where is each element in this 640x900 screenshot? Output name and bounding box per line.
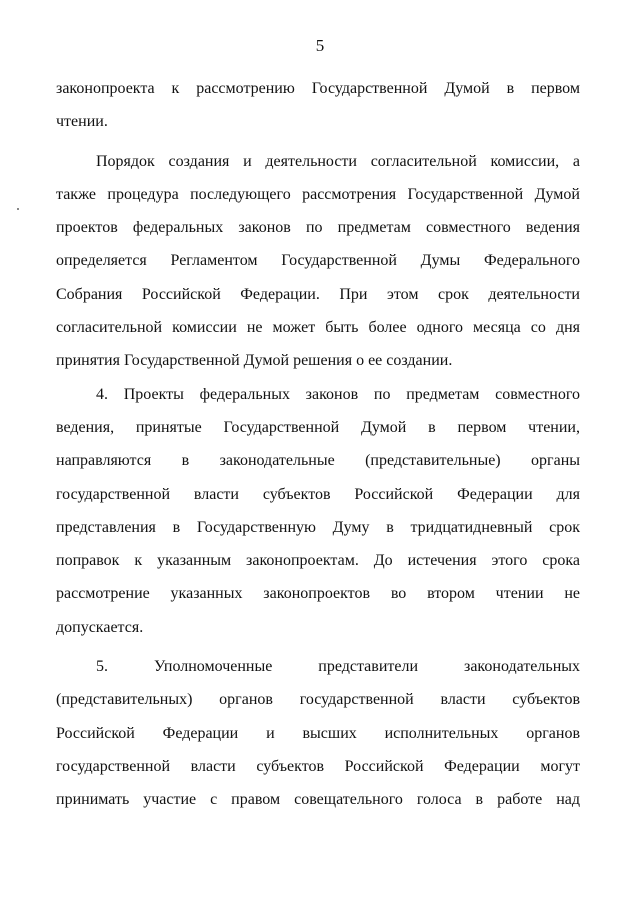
text-line: принимать участие с правом совещательного голоса в работе над (56, 791, 580, 809)
text-line: Порядок создания и деятельности согласительной комиссии, а (96, 152, 580, 170)
text-line: ведения, принятые Государственной Думой в первом чтении, (56, 418, 580, 436)
text-line: законопроекта к рассмотрению Государственной Думой в первом (56, 80, 580, 97)
text-line: согласительной комиссии не может быть более одного месяца со дня (56, 319, 580, 337)
margin-mark (17, 208, 19, 210)
text-line: (представительных) органов государственной власти субъектов (56, 691, 580, 709)
paragraph-1 (56, 72, 580, 139)
text-line: 5. Уполномоченные представители законодательных (96, 658, 580, 676)
paragraph-2 (56, 145, 580, 378)
text-line: поправок к указанным законопроектам. До истечения этого срока (56, 552, 580, 570)
text-line: допускается. (56, 618, 144, 636)
text-line: Собрания Российской Федерации. При этом срок деятельности (56, 285, 580, 303)
text-line: также процедура последующего рассмотрения Государственной Думой (56, 185, 580, 203)
text-line: определяется Регламентом Государственной Думы Федерального (56, 252, 580, 270)
text-line: представления в Государственную Думу в тридцатидневный срок (56, 518, 580, 536)
text-line: государственной власти субъектов Российской Федерации для (56, 485, 580, 503)
document-body (56, 72, 580, 817)
text-line: рассмотрение указанных законопроектов во втором чтении не (56, 585, 580, 603)
paragraph-4 (56, 650, 580, 816)
text-line: направляются в законодательные (представительные) органы (56, 452, 580, 470)
paragraph-3 (56, 378, 580, 644)
text-line: государственной власти субъектов Российской Федерации могут (56, 757, 580, 775)
page-number: 5 (315, 36, 325, 55)
text-line: Российской Федерации и высших исполнительных органов (56, 724, 580, 742)
text-line: чтении. (56, 113, 108, 131)
text-line: проектов федеральных законов по предметам совместного ведения (56, 219, 580, 237)
text-line: 4. Проекты федеральных законов по предметам совместного (96, 385, 580, 403)
text-line: принятия Государственной Думой решения о ее создании. (56, 352, 453, 370)
